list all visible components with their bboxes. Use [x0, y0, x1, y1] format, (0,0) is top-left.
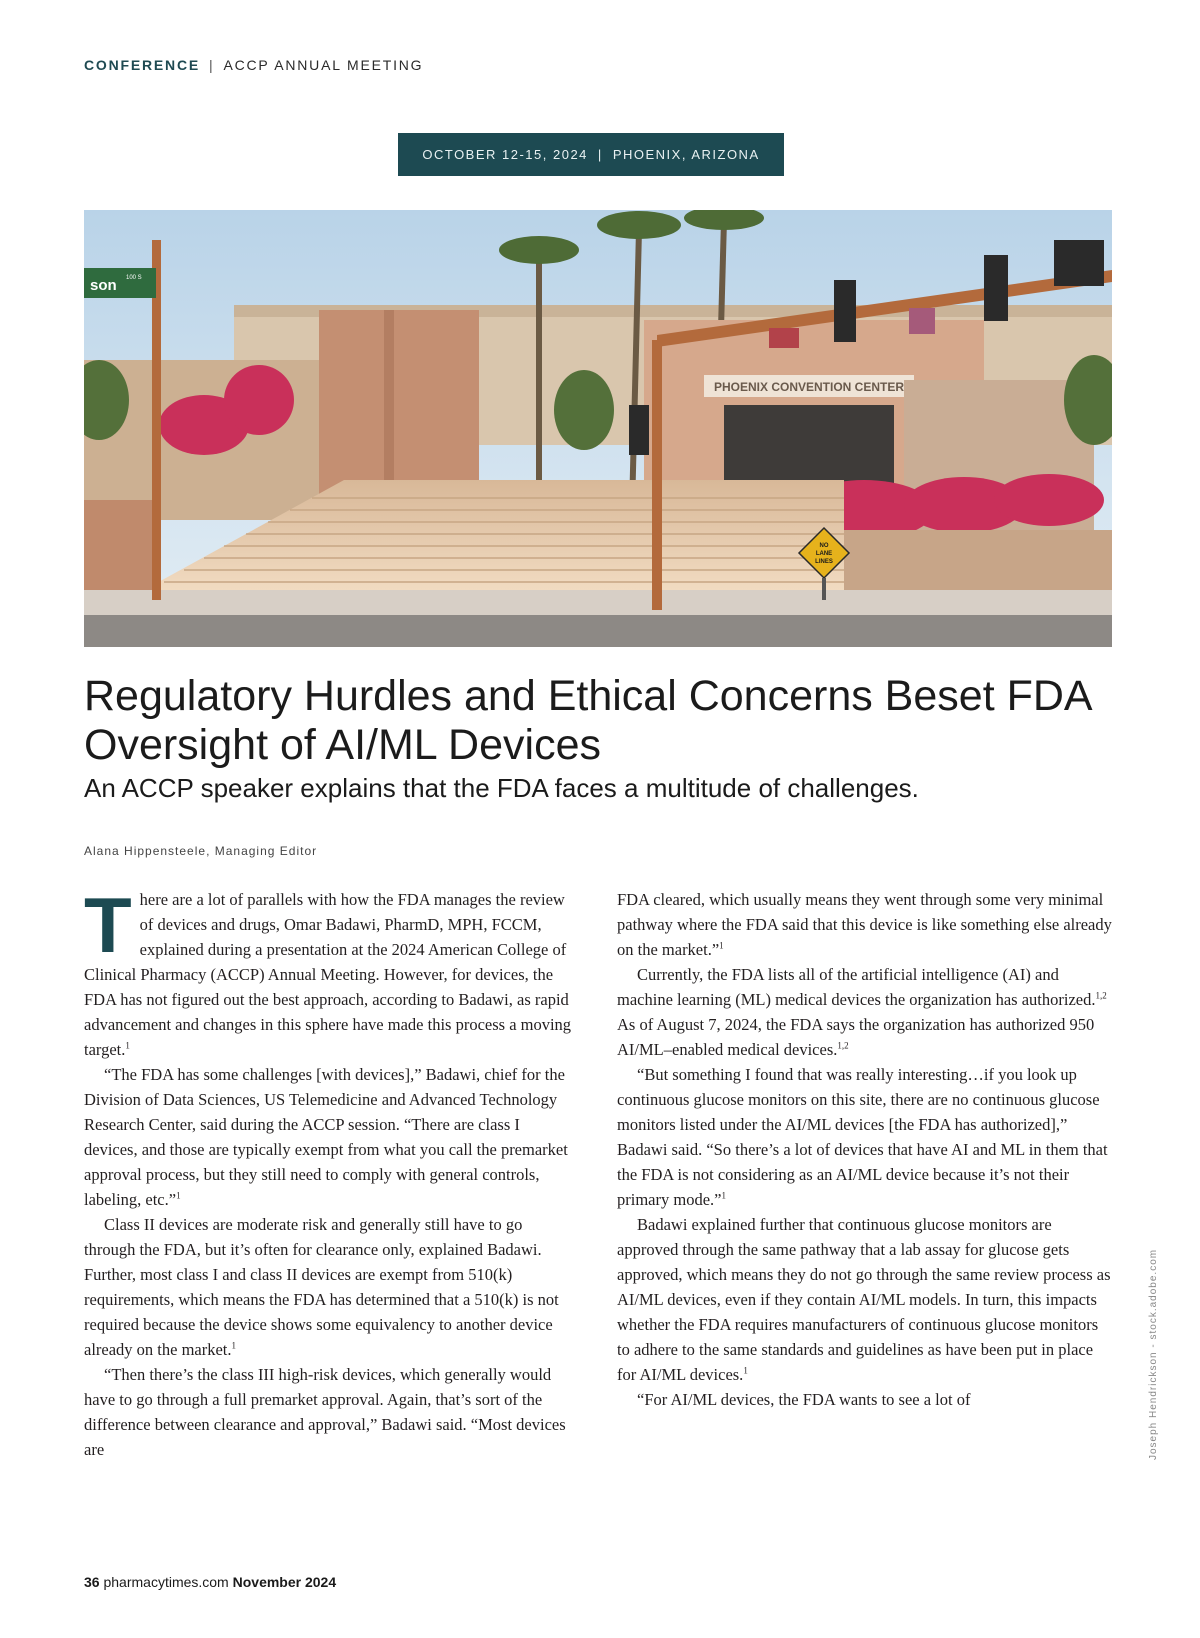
article-subtitle: An ACCP speaker explains that the FDA faces a multitude of challenges. — [84, 773, 919, 803]
article-title: Regulatory Hurdles and Ethical Concerns Beset FDA Oversight of AI/ML Devices — [84, 672, 1091, 769]
event-date-banner — [398, 133, 784, 176]
photo-credit: Joseph Hendrickson - stock.adobe.com — [1148, 1248, 1159, 1460]
article-paragraph: Class II devices are moderate risk and generally still have to go through the FDA, but it’s often for clearance only, explained Badawi. Further, most class I and class II devices are exempt from 510(k) requirements, which means the FDA has determined that a 510(k) is not required because the device shows some equivalency to another device already on the market.$^1$ — [84, 1215, 559, 1359]
street-sign-text: son — [90, 277, 117, 294]
event-label: ACCP ANNUAL MEETING — [223, 57, 424, 73]
article-paragraph: “For AI/ML devices, the FDA wants to see a lot of — [637, 1390, 971, 1409]
article-column-left — [84, 881, 574, 1462]
section-kicker — [84, 57, 423, 73]
kicker-separator: | — [209, 57, 215, 73]
section-label: CONFERENCE — [84, 57, 201, 73]
article-paragraph: “Then there’s the class III high-risk devices, which generally would have to go through a full premarket approval. Again, that’s sort of the difference between clearance and approval,” Badawi said. “Most devices are — [84, 1365, 566, 1459]
article-paragraph: “But something I found that was really interesting…if you look up continuous glucose monitors on this site, there are no continuous glucose monitors listed under the AI/ML devices [the FDA has authorized],” Badawi said. “So there’s a lot of devices that have AI and ML in them that the FDA is not considering as an AI/ML device because it’s not their primary mode.”$^1$ — [617, 1065, 1108, 1209]
page-number: 36 — [84, 1574, 100, 1590]
article-paragraph: Currently, the FDA lists all of the artificial intelligence (AI) and machine learning (ML) medical devices the organization has authorized.$^{1,2}$ As of August 7, 2024, the FDA says the organization has authorized 950 AI/ML–enabled medical devices.$^{1,2}$ — [617, 965, 1107, 1059]
article-paragraph: There are a lot of parallels with how the FDA manages the review of devices and drugs, Omar Badawi, PharmD, MPH, FCCM, explained during a presentation at the 2024 American College of Clinical Pharmacy (ACCP) Annual Meeting. However, for devices, the FDA has not figured out the best approach, according to Badawi, as rapid advancement and changes in this sphere have made this process a moving target.$^1$ — [84, 881, 572, 1059]
event-location: PHOENIX, ARIZONA — [612, 147, 760, 162]
hero-photo — [84, 210, 1112, 647]
article-byline: Alana Hippensteele, Managing Editor — [84, 844, 318, 858]
article-column-right — [617, 887, 1112, 1412]
warning-sign-line-2: LANE — [815, 551, 833, 557]
footer-site: pharmacytimes.com — [103, 1574, 229, 1590]
event-dates: OCTOBER 12-15, 2024 — [422, 147, 588, 162]
page-footer — [84, 1574, 336, 1590]
warning-sign-line-1: NO — [819, 543, 829, 549]
article-paragraph: FDA cleared, which usually means they went through some very minimal pathway where the FDA said that this device is like something else already on the market.”$^1$ — [617, 890, 1112, 959]
article-paragraph: “The FDA has some challenges [with devices],” Badawi, chief for the Division of Data Sciences, US Telemedicine and Advanced Technology Research Center, said during the ACCP session. “There are class I devices, and those are typically exempt from what you call the premarket approval process, but they still need to comply with general controls, labeling, etc.”$^1$ — [84, 1065, 568, 1209]
banner-separator: | — [597, 147, 603, 162]
drop-cap: T — [84, 881, 132, 969]
building-sign-text: PHOENIX CONVENTION CENTER — [713, 380, 905, 394]
article-paragraph: Badawi explained further that continuous glucose monitors are approved through the same pathway that a lab assay for glucose gets approved, which means they do not go through the same review process as AI/ML devices, even if they contain AI/ML models. In turn, this impacts whether the FDA requires manufacturers of continuous glucose monitors to adhere to the same standards and guidelines as have been put in place for AI/ML devices.$^1$ — [617, 1215, 1111, 1384]
footer-issue: November 2024 — [232, 1574, 337, 1590]
street-sign-number: 100 S — [126, 275, 142, 281]
warning-sign-line-3: LINES — [815, 559, 833, 565]
convention-center-illustration — [84, 210, 1112, 647]
